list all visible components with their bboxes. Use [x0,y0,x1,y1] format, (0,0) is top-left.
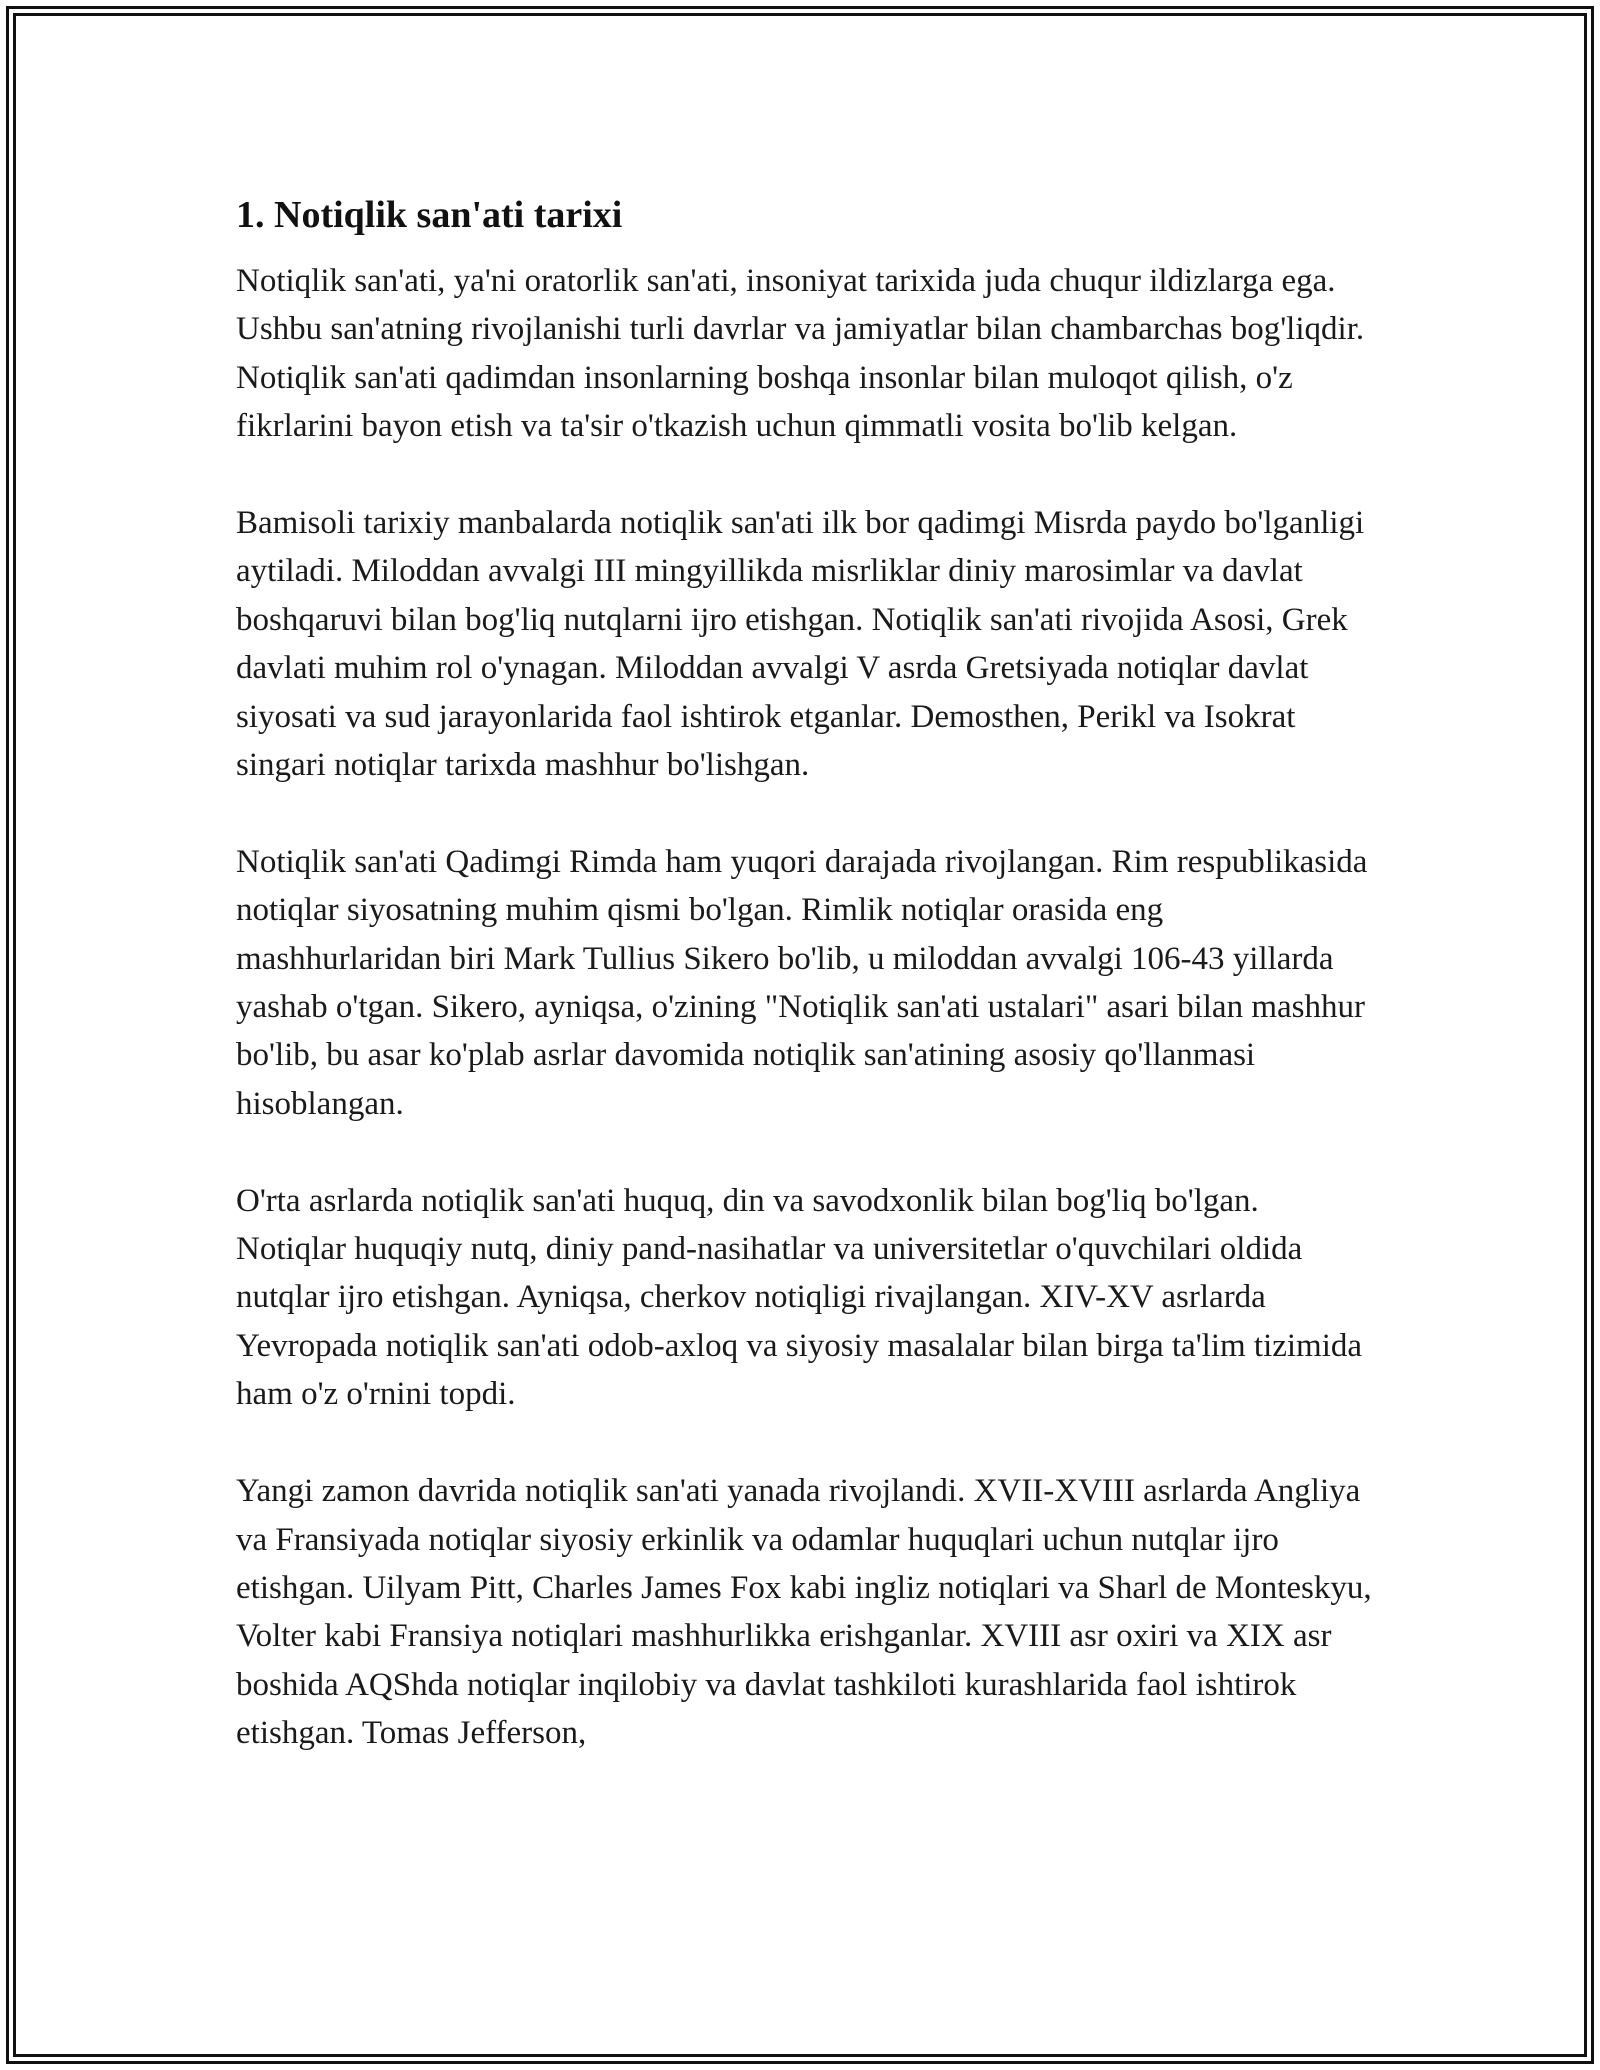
paragraph-2: Bamisoli tarixiy manbalarda notiqlik san'ati ilk bor qadimgi Misrda paydo bo'lganligi aytiladi. Miloddan avvalgi III mingyillikda misrliklar diniy marosimlar va davlat boshqaruvi bilan bog'liq nutqlarni ijro etishgan. Notiqlik san'ati rivojida Asosi, Grek davlati muhim rol o'ynagan. Miloddan avvalgi V asrda Gretsiyada notiqlar davlat siyosati va sud jarayonlarida faol ishtirok etganlar. Demosthen, Perikl va Isokrat singari notiqlar tarixda mashhur bo'lishgan. [236,505,1365,784]
paragraph-1: Notiqlik san'ati, ya'ni oratorlik san'ati, insoniyat tarixida juda chuqur ildizlarga ega. Ushbu san'atning rivojlanishi turli davrlar va jamiyatlar bilan chambarchas bog'liqdir. Notiqlik san'ati qadimdan insonlarning boshqa insonlar bilan muloqot qilish, o'z fikrlarini bayon etish va ta'sir o'tkazish uchun qimmatli vosita bo'lib kelgan. [236,263,1365,445]
paragraph-5: Yangi zamon davrida notiqlik san'ati yanada rivojlandi. XVII-XVIII asrlarda Angliya va Fransiyada notiqlar siyosiy erkinlik va odamlar huquqlari uchun nutqlar ijro etishgan. Uilyam Pitt, Charles James Fox kabi ingliz notiqlari va Sharl de Monteskyu, Volter kabi Fransiya notiqlari mashhurlikka erishganlar. XVIII asr oxiri va XIX asr boshida AQShda notiqlar inqilobiy va davlat tashkiloti kurashlarida faol ishtirok etishgan. Tomas Jefferson, [236,1473,1372,1752]
section-heading: 1. Notiqlik san'ati tarixi [236,194,623,236]
document-body [236,185,1376,1758]
paragraph-4: O'rta asrlarda notiqlik san'ati huquq, din va savodxonlik bilan bog'liq bo'lgan. Notiqlar huquqiy nutq, diniy pand-nasihatlar va universitetlar o'quvchilari oldida nutqlar ijro etishgan. Ayniqsa, cherkov notiqligi rivajlangan. XIV-XV asrlarda Yevropada notiqlik san'ati odob-axloq va siyosiy masalalar bilan birga ta'lim tizimida ham o'z o'rnini topdi. [236,1182,1363,1413]
paragraph-3: Notiqlik san'ati Qadimgi Rimda ham yuqori darajada rivojlangan. Rim respublikasida notiqlar siyosatning muhim qismi bo'lgan. Rimlik notiqlar orasida eng mashhurlaridan biri Mark Tullius Sikero bo'lib, u miloddan avvalgi 106-43 yillarda yashab o'tgan. Sikero, ayniqsa, o'zining "Notiqlik san'ati ustalari" asari bilan mashhur bo'lib, bu asar ko'plab asrlar davomida notiqlik san'atining asosiy qo'llanmasi hisoblangan. [236,843,1368,1122]
